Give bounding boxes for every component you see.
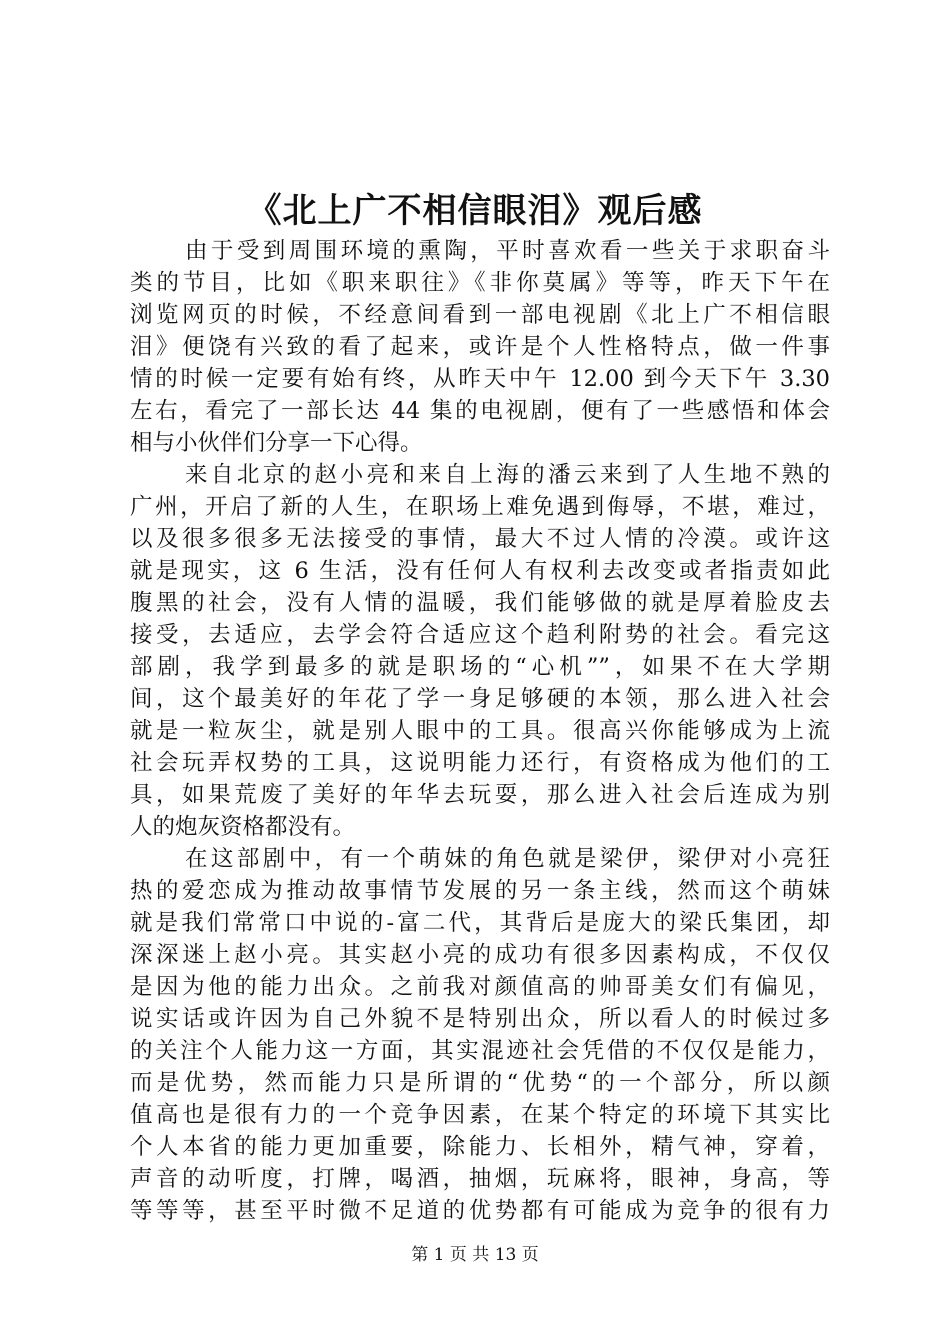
- paragraph-line: 人的炮灰资格都没有。: [130, 814, 356, 840]
- paragraph-line: 由于受到周围环境的熏陶，平时喜欢看一些关于求职奋斗: [185, 238, 830, 264]
- paragraph-line: 深深迷上赵小亮。其实赵小亮的成功有很多因素构成，不仅仅: [130, 942, 830, 968]
- document-title: 《北上广不相信眼泪》观后感: [247, 191, 703, 231]
- paragraph-line: 以及很多很多无法接受的事情，最大不过人情的冷漠。或许这: [130, 526, 830, 552]
- paragraph-line: 情的时候一定要有始有终，从昨天中午 12.00 到今天下午 3.30: [130, 366, 830, 392]
- paragraph-line: 部剧，我学到最多的就是职场的“心机””，如果不在大学期: [130, 654, 830, 680]
- paragraph-line: 值高也是很有力的一个竞争因素，在某个特定的环境下其实比: [130, 1102, 830, 1128]
- paragraph-line: 热的爱恋成为推动故事情节发展的另一条主线，然而这个萌妹: [130, 878, 830, 904]
- paragraph-line: 社会玩弄权势的工具，这说明能力还行，有资格成为他们的工: [130, 750, 830, 776]
- paragraph-line: 而是优势，然而能力只是所谓的“优势“的一个部分，所以颜: [130, 1070, 830, 1096]
- paragraph-line: 就是我们常常口中说的-富二代，其背后是庞大的梁氏集团，却: [130, 910, 830, 936]
- paragraph-line: 广州，开启了新的人生，在职场上难免遇到侮辱，不堪，难过，: [130, 494, 830, 520]
- page-number-footer: 第 1 页 共 13 页: [411, 1245, 539, 1265]
- paragraph-line: 的关注个人能力这一方面，其实混迹社会凭借的不仅仅是能力，: [130, 1038, 830, 1064]
- paragraph-line: 等等等，甚至平时微不足道的优势都有可能成为竞争的很有力: [130, 1198, 830, 1224]
- paragraph-line: 相与小伙伴们分享一下心得。: [130, 430, 423, 456]
- paragraph-line: 个人本省的能力更加重要，除能力、长相外，精气神，穿着，: [130, 1134, 830, 1160]
- paragraph-line: 在这部剧中，有一个萌妹的角色就是梁伊，梁伊对小亮狂: [185, 846, 830, 872]
- paragraph-line: 就是现实，这 6 生活，没有任何人有权利去改变或者指责如此: [130, 558, 830, 584]
- paragraph-line: 具，如果荒废了美好的年华去玩耍，那么进入社会后连成为别: [130, 782, 830, 808]
- paragraph-line: 泪》便饶有兴致的看了起来，或许是个人性格特点，做一件事: [130, 334, 830, 360]
- paragraph-line: 说实话或许因为自己外貌不是特别出众，所以看人的时候过多: [130, 1006, 830, 1032]
- paragraph-line: 就是一粒灰尘，就是别人眼中的工具。很高兴你能够成为上流: [130, 718, 830, 744]
- paragraph-line: 浏览网页的时候，不经意间看到一部电视剧《北上广不相信眼: [130, 302, 830, 328]
- paragraph-line: 腹黑的社会，没有人情的温暖，我们能够做的就是厚着脸皮去: [130, 590, 830, 616]
- paragraph-line: 是因为他的能力出众。之前我对颜值高的帅哥美女们有偏见，: [130, 974, 830, 1000]
- paragraph-line: 左右，看完了一部长达 44 集的电视剧，便有了一些感悟和体会: [130, 398, 830, 424]
- paragraph-line: 声音的动听度，打牌，喝酒，抽烟，玩麻将，眼神，身高，等: [130, 1166, 830, 1192]
- paragraph-line: 接受，去适应，去学会符合适应这个趋利附势的社会。看完这: [130, 622, 830, 648]
- paragraph-line: 类的节目，比如《职来职往》《非你莫属》等等，昨天下午在: [130, 270, 830, 296]
- paragraph-line: 来自北京的赵小亮和来自上海的潘云来到了人生地不熟的: [185, 462, 830, 488]
- paragraph-line: 间，这个最美好的年花了学一身足够硬的本领，那么进入社会: [130, 686, 830, 712]
